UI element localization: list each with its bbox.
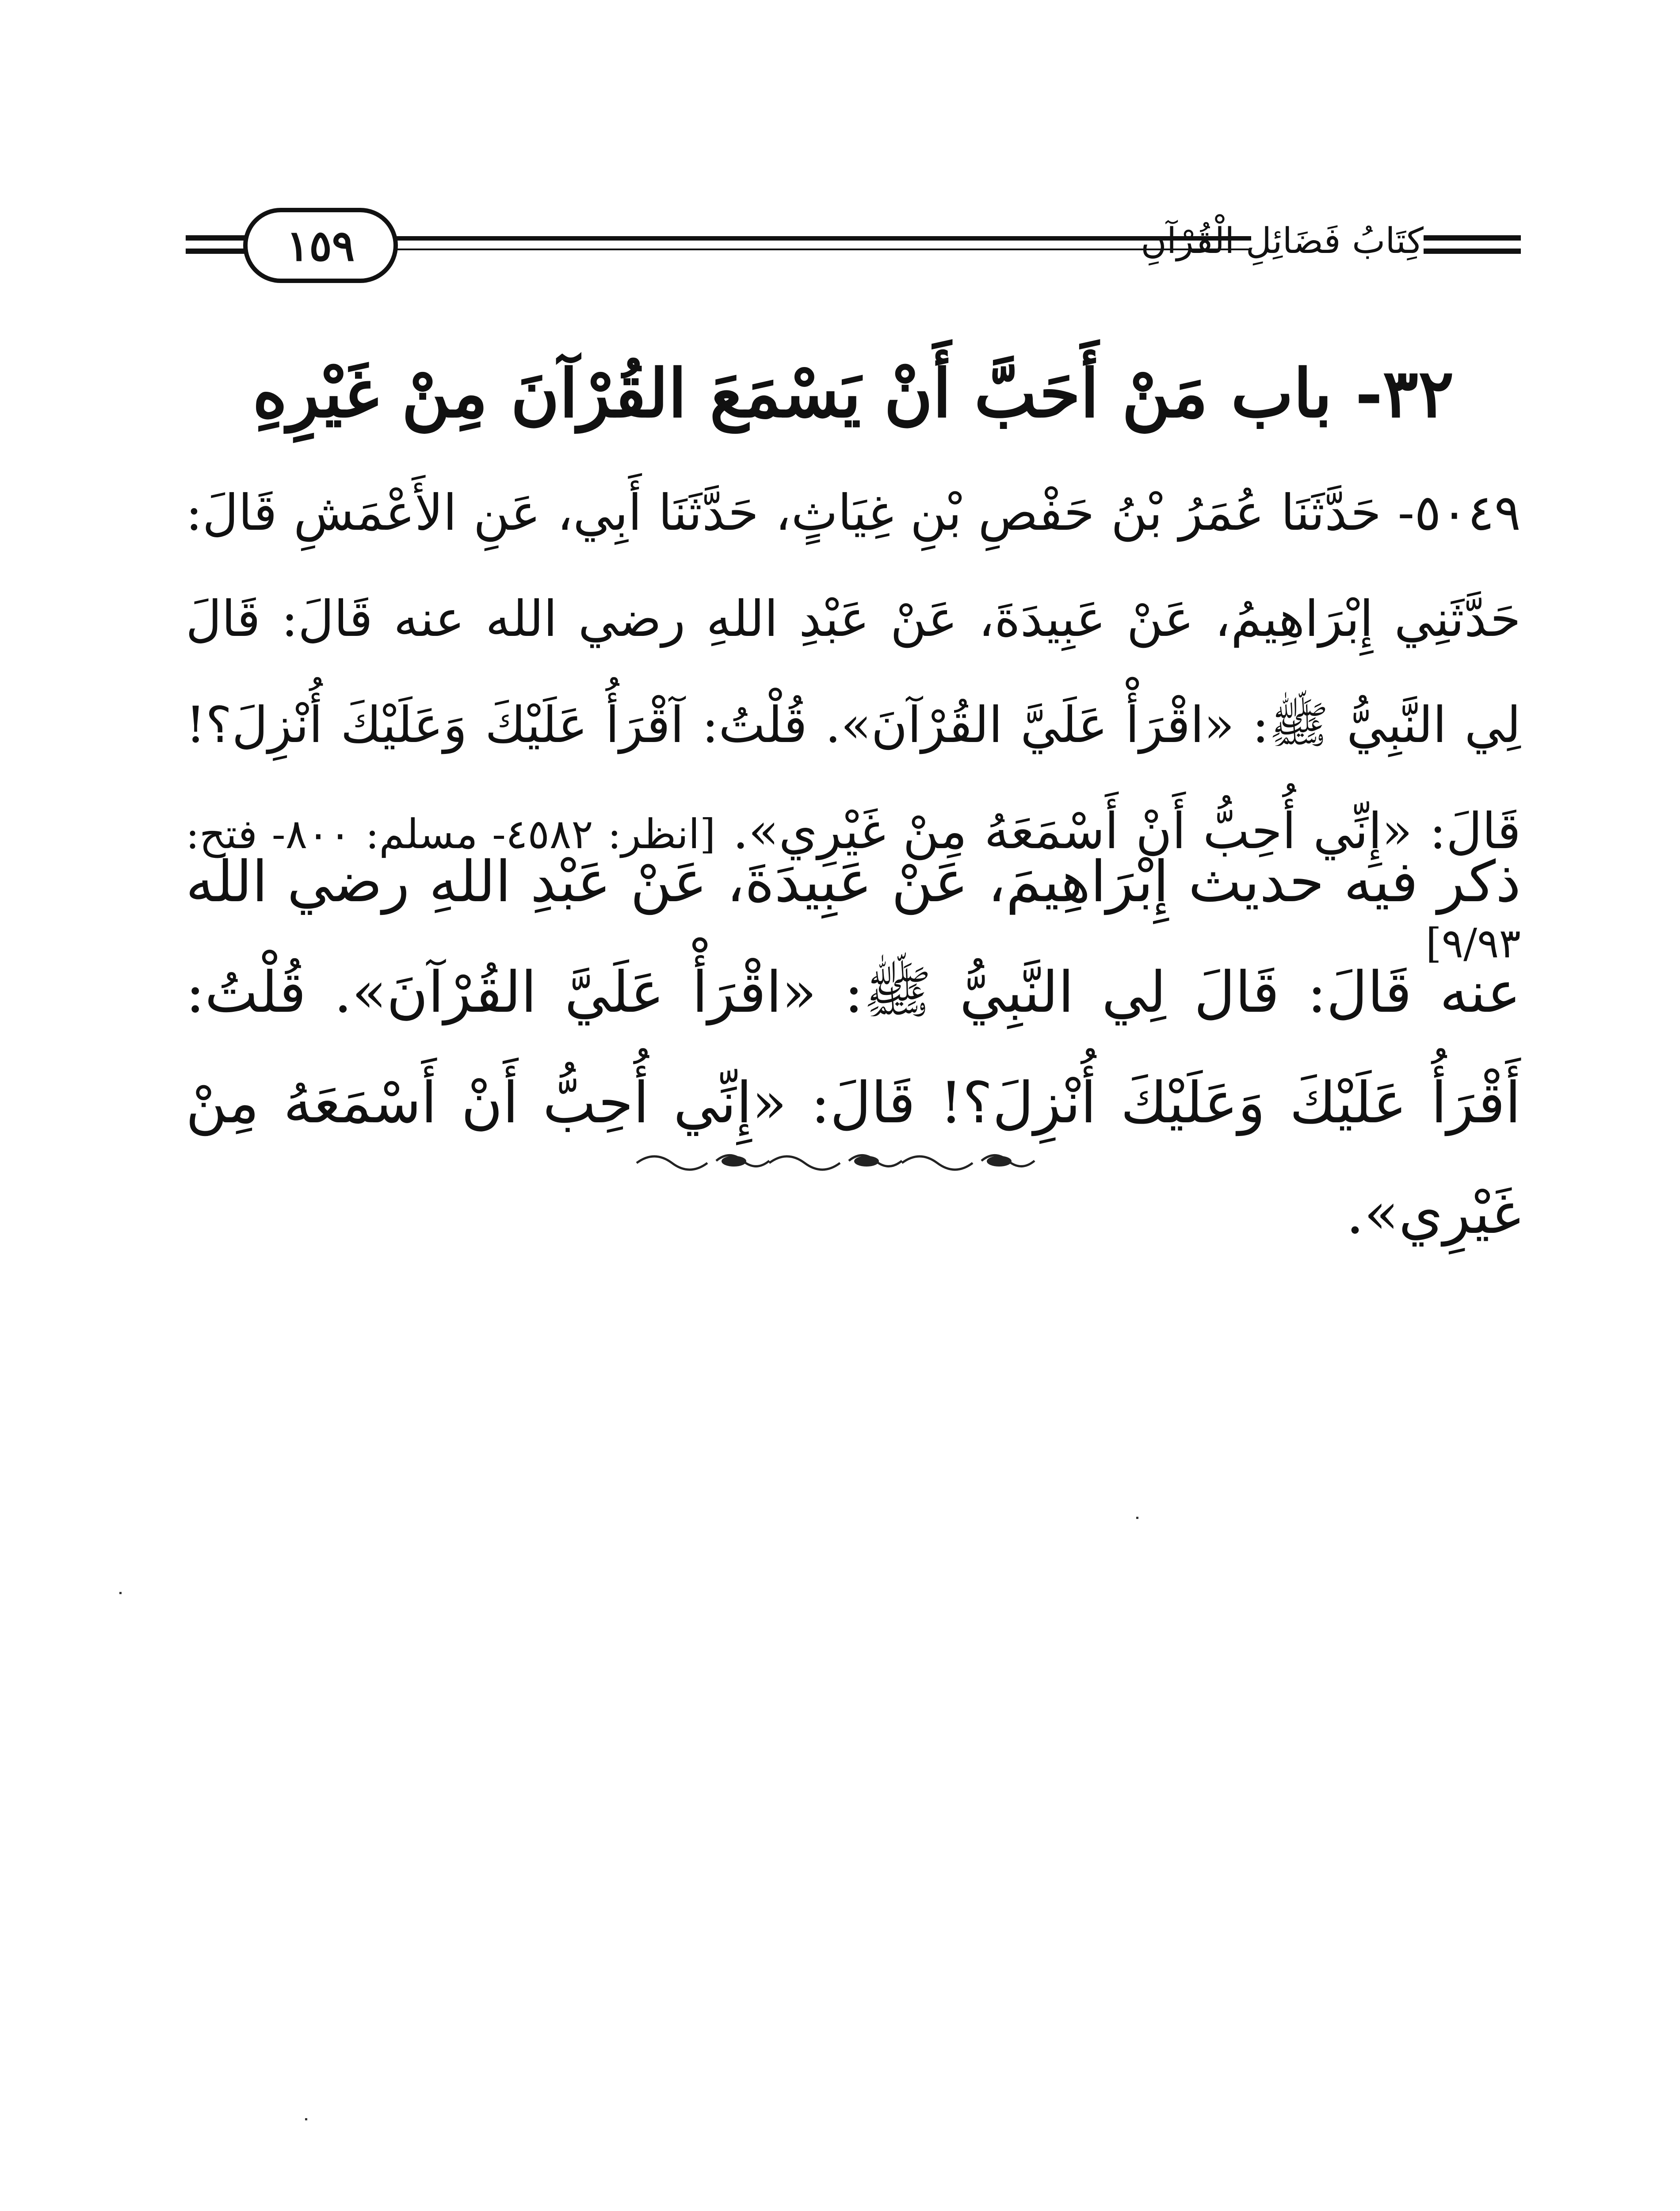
- hadith-reference: [انظر: ٤٥٨٢- مسلم: ٨٠٠- فتح: ٩/٩٣]: [186, 811, 1521, 967]
- scan-speck: [119, 1592, 122, 1594]
- header-rule: [1424, 235, 1521, 241]
- hadith-text: ٥٠٤٩- حَدَّثَنَا عُمَرُ بْنُ حَفْصِ بْنِ غِيَاثٍ، حَدَّثَنَا أَبِي، عَنِ الأَعْمَشِ قَالَ: حَدَّثَنِي إِبْرَاهِيمُ، عَنْ عَبِيدَةَ، عَنْ عَبْدِ اللهِ رضي الله عنه قَالَ: قَالَ لِي النَّبِيُّ ﷺ: «اقْرَأْ عَلَيَّ القُرْآنَ». قُلْتُ: آقْرَأُ عَلَيْكَ وَعَلَيْكَ أُنْزِلَ؟! قَالَ: «إِنِّي أُحِبُّ أَنْ أَسْمَعَهُ مِنْ غَيْرِي».: [186, 484, 1521, 860]
- page-header: [186, 208, 1521, 287]
- running-title: كِتَابُ فَضَائِلِ الْقُرْآنِ: [1141, 220, 1424, 261]
- page-number: ١٥٩: [243, 208, 398, 283]
- header-rule: [363, 249, 1251, 250]
- chapter-title: ٣٢- باب مَنْ أَحَبَّ أَنْ يَسْمَعَ القُرْآنَ مِنْ غَيْرِهِ: [252, 355, 1454, 432]
- scan-speck: [305, 2118, 307, 2120]
- header-rule: [1424, 249, 1521, 254]
- scan-speck: [1136, 1517, 1138, 1519]
- decorative-divider-icon: [628, 1145, 1052, 1176]
- commentary-paragraph: ذكر فيه حديث إِبْرَاهِيمَ، عَنْ عَبِيدَةَ، عَنْ عَبْدِ اللهِ رضي الله عنه قَالَ: قَالَ لِي النَّبِيُّ ﷺ: «اقْرَأْ عَلَيَّ القُرْآنَ». قُلْتُ: أَقْرَأُ عَلَيْكَ وَعَلَيْكَ أُنْزِلَ؟! قَالَ: «إِنِّي أُحِبُّ أَنْ أَسْمَعَهُ مِنْ غَيْرِي».: [186, 849, 1521, 1247]
- header-rule: [363, 236, 1251, 241]
